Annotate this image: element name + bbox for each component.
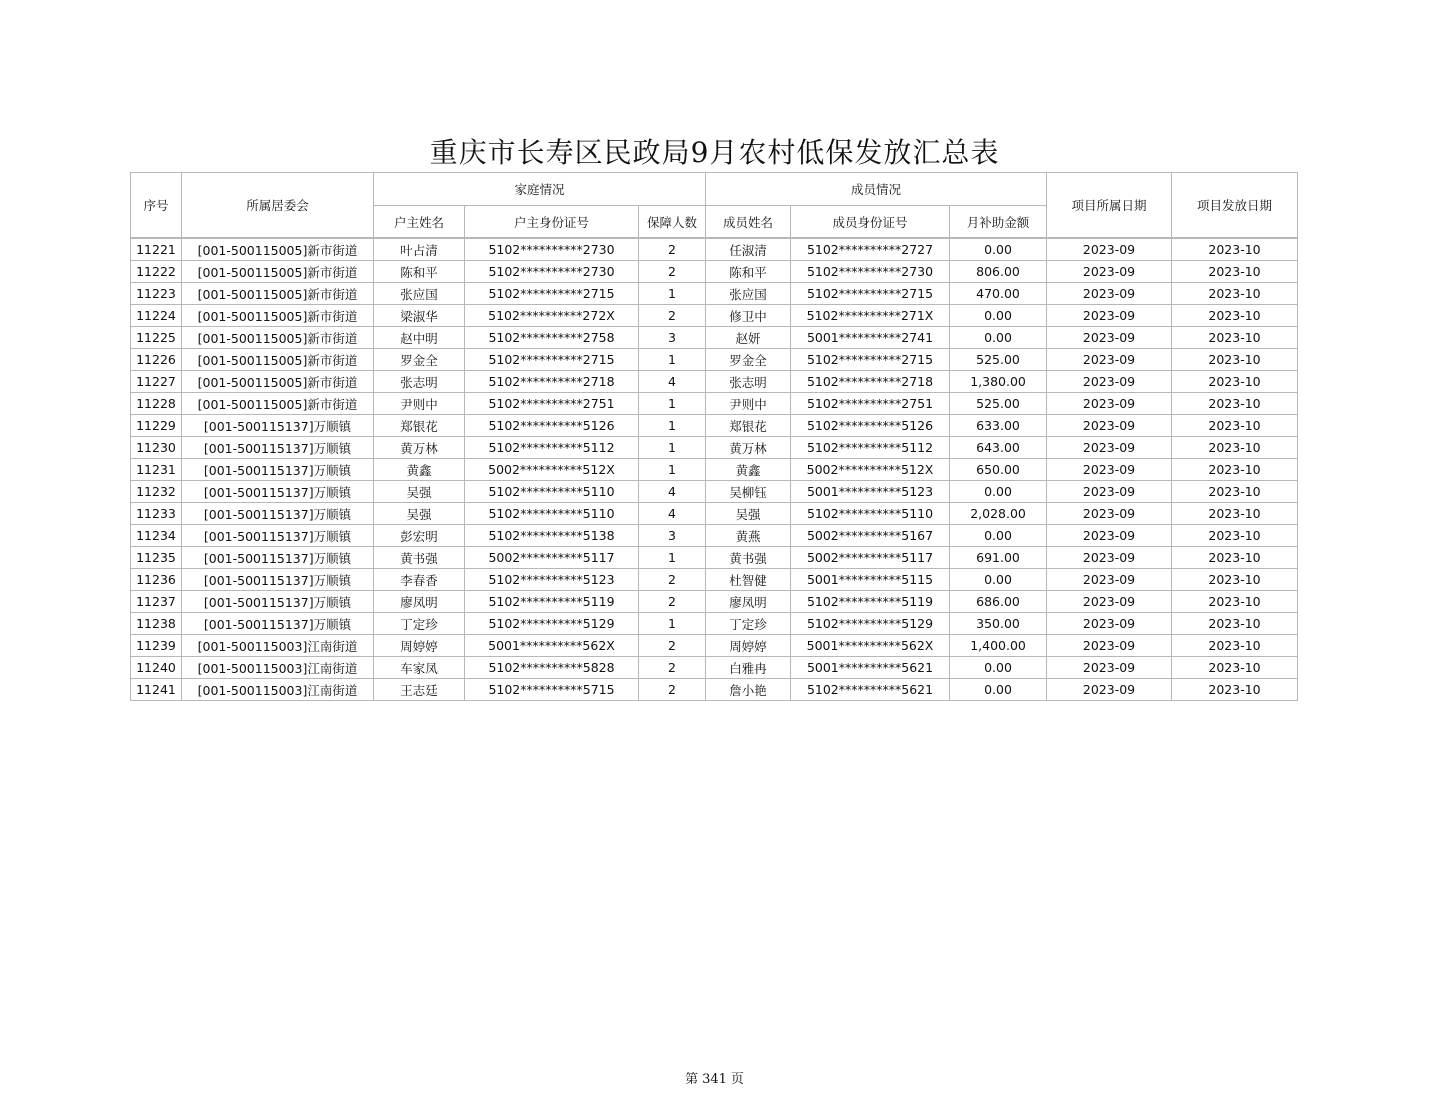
cell-covered: 4 [639, 371, 706, 393]
cell-member-id: 5102**********2715 [791, 283, 950, 305]
cell-belong-date: 2023-09 [1047, 437, 1172, 459]
cell-head-id: 5102**********5126 [465, 415, 639, 437]
cell-member-id: 5001**********5621 [791, 657, 950, 679]
cell-member-id: 5102**********2718 [791, 371, 950, 393]
cell-amount: 0.00 [950, 525, 1047, 547]
cell-member-name: 罗金全 [706, 349, 791, 371]
cell-seq: 11226 [131, 349, 182, 371]
col-header-committee: 所属居委会 [182, 173, 374, 239]
cell-seq: 11230 [131, 437, 182, 459]
cell-covered: 1 [639, 349, 706, 371]
cell-member-name: 尹则中 [706, 393, 791, 415]
cell-head-id: 5002**********512X [465, 459, 639, 481]
page-title: 重庆市长寿区民政局9月农村低保发放汇总表 [429, 136, 1000, 169]
cell-belong-date: 2023-09 [1047, 547, 1172, 569]
cell-seq: 11222 [131, 261, 182, 283]
table-row [131, 393, 1298, 415]
cell-member-id: 5102**********271X [791, 305, 950, 327]
cell-member-name: 黄燕 [706, 525, 791, 547]
col-header-amount: 月补助金额 [950, 206, 1047, 239]
cell-amount: 350.00 [950, 613, 1047, 635]
cell-committee: [001-500115137]万顺镇 [182, 547, 374, 569]
cell-seq: 11241 [131, 679, 182, 701]
cell-covered: 2 [639, 305, 706, 327]
footer-suffix: 页 [730, 1072, 744, 1087]
cell-head-id: 5102**********2730 [465, 238, 639, 261]
cell-issue-date: 2023-10 [1172, 503, 1298, 525]
table-row [131, 547, 1298, 569]
cell-belong-date: 2023-09 [1047, 371, 1172, 393]
cell-head-name: 黄书强 [374, 547, 465, 569]
cell-committee: [001-500115005]新市街道 [182, 283, 374, 305]
cell-seq: 11240 [131, 657, 182, 679]
cell-head-id: 5102**********2758 [465, 327, 639, 349]
cell-head-name: 廖凤明 [374, 591, 465, 613]
cell-covered: 1 [639, 437, 706, 459]
cell-head-name: 陈和平 [374, 261, 465, 283]
cell-member-id: 5102**********5129 [791, 613, 950, 635]
cell-head-name: 张应国 [374, 283, 465, 305]
cell-issue-date: 2023-10 [1172, 283, 1298, 305]
cell-issue-date: 2023-10 [1172, 459, 1298, 481]
cell-issue-date: 2023-10 [1172, 261, 1298, 283]
cell-seq: 11221 [131, 238, 182, 261]
cell-head-id: 5102**********5828 [465, 657, 639, 679]
cell-committee: [001-500115005]新市街道 [182, 327, 374, 349]
cell-covered: 3 [639, 327, 706, 349]
cell-issue-date: 2023-10 [1172, 238, 1298, 261]
cell-issue-date: 2023-10 [1172, 305, 1298, 327]
table-row [131, 305, 1298, 327]
cell-head-id: 5102**********5138 [465, 525, 639, 547]
cell-head-name: 郑银花 [374, 415, 465, 437]
table-row [131, 327, 1298, 349]
cell-covered: 1 [639, 613, 706, 635]
cell-seq: 11232 [131, 481, 182, 503]
cell-member-id: 5001**********2741 [791, 327, 950, 349]
table-row [131, 613, 1298, 635]
cell-committee: [001-500115137]万顺镇 [182, 437, 374, 459]
cell-amount: 0.00 [950, 569, 1047, 591]
cell-issue-date: 2023-10 [1172, 349, 1298, 371]
page-footer [0, 1068, 1429, 1087]
cell-head-id: 5002**********5117 [465, 547, 639, 569]
table-row [131, 283, 1298, 305]
cell-amount: 650.00 [950, 459, 1047, 481]
cell-head-name: 黄万林 [374, 437, 465, 459]
cell-head-name: 梁淑华 [374, 305, 465, 327]
table-row [131, 635, 1298, 657]
cell-committee: [001-500115137]万顺镇 [182, 613, 374, 635]
cell-covered: 1 [639, 283, 706, 305]
cell-belong-date: 2023-09 [1047, 613, 1172, 635]
cell-member-name: 周婷婷 [706, 635, 791, 657]
cell-belong-date: 2023-09 [1047, 238, 1172, 261]
cell-member-name: 张志明 [706, 371, 791, 393]
cell-committee: [001-500115005]新市街道 [182, 371, 374, 393]
cell-member-id: 5001**********562X [791, 635, 950, 657]
table-header [131, 173, 1298, 239]
cell-belong-date: 2023-09 [1047, 261, 1172, 283]
table-row [131, 503, 1298, 525]
cell-head-name: 李春香 [374, 569, 465, 591]
cell-issue-date: 2023-10 [1172, 415, 1298, 437]
cell-head-name: 吴强 [374, 481, 465, 503]
cell-committee: [001-500115005]新市街道 [182, 238, 374, 261]
cell-committee: [001-500115137]万顺镇 [182, 415, 374, 437]
cell-belong-date: 2023-09 [1047, 635, 1172, 657]
table-body [131, 238, 1298, 701]
cell-seq: 11238 [131, 613, 182, 635]
cell-belong-date: 2023-09 [1047, 415, 1172, 437]
cell-amount: 0.00 [950, 238, 1047, 261]
cell-committee: [001-500115137]万顺镇 [182, 503, 374, 525]
cell-member-id: 5102**********5621 [791, 679, 950, 701]
cell-head-name: 彭宏明 [374, 525, 465, 547]
cell-belong-date: 2023-09 [1047, 569, 1172, 591]
cell-issue-date: 2023-10 [1172, 569, 1298, 591]
table-row [131, 657, 1298, 679]
cell-committee: [001-500115005]新市街道 [182, 349, 374, 371]
cell-amount: 470.00 [950, 283, 1047, 305]
cell-head-name: 赵中明 [374, 327, 465, 349]
cell-covered: 1 [639, 459, 706, 481]
col-header-head-id: 户主身份证号 [465, 206, 639, 239]
cell-seq: 11231 [131, 459, 182, 481]
cell-amount: 0.00 [950, 481, 1047, 503]
cell-committee: [001-500115003]江南街道 [182, 657, 374, 679]
cell-head-id: 5102**********2715 [465, 283, 639, 305]
table-row [131, 459, 1298, 481]
cell-seq: 11223 [131, 283, 182, 305]
table-row [131, 481, 1298, 503]
cell-member-name: 白雅冉 [706, 657, 791, 679]
col-header-head-name: 户主姓名 [374, 206, 465, 239]
cell-member-id: 5102**********5110 [791, 503, 950, 525]
cell-head-id: 5102**********5123 [465, 569, 639, 591]
cell-head-id: 5102**********5119 [465, 591, 639, 613]
cell-seq: 11229 [131, 415, 182, 437]
cell-member-id: 5102**********5119 [791, 591, 950, 613]
cell-committee: [001-500115137]万顺镇 [182, 525, 374, 547]
cell-member-id: 5001**********5115 [791, 569, 950, 591]
cell-covered: 3 [639, 525, 706, 547]
cell-amount: 0.00 [950, 679, 1047, 701]
cell-amount: 691.00 [950, 547, 1047, 569]
table-row [131, 415, 1298, 437]
cell-issue-date: 2023-10 [1172, 393, 1298, 415]
cell-member-name: 郑银花 [706, 415, 791, 437]
cell-head-id: 5102**********272X [465, 305, 639, 327]
cell-member-id: 5102**********5112 [791, 437, 950, 459]
cell-member-name: 吴强 [706, 503, 791, 525]
cell-covered: 2 [639, 261, 706, 283]
cell-head-id: 5102**********5110 [465, 481, 639, 503]
cell-belong-date: 2023-09 [1047, 459, 1172, 481]
cell-issue-date: 2023-10 [1172, 437, 1298, 459]
cell-seq: 11237 [131, 591, 182, 613]
cell-head-name: 黄鑫 [374, 459, 465, 481]
cell-seq: 11233 [131, 503, 182, 525]
cell-member-name: 廖凤明 [706, 591, 791, 613]
cell-head-id: 5102**********5715 [465, 679, 639, 701]
cell-belong-date: 2023-09 [1047, 525, 1172, 547]
cell-covered: 1 [639, 547, 706, 569]
cell-member-name: 詹小艳 [706, 679, 791, 701]
cell-issue-date: 2023-10 [1172, 327, 1298, 349]
cell-committee: [001-500115137]万顺镇 [182, 591, 374, 613]
cell-committee: [001-500115003]江南街道 [182, 679, 374, 701]
cell-amount: 525.00 [950, 393, 1047, 415]
table-row [131, 371, 1298, 393]
cell-member-id: 5102**********2751 [791, 393, 950, 415]
cell-member-id: 5002**********5167 [791, 525, 950, 547]
cell-belong-date: 2023-09 [1047, 305, 1172, 327]
cell-seq: 11227 [131, 371, 182, 393]
cell-member-name: 陈和平 [706, 261, 791, 283]
footer-prefix: 第 [685, 1072, 699, 1087]
group-header-family: 家庭情况 [374, 173, 706, 206]
cell-member-id: 5102**********2727 [791, 238, 950, 261]
cell-committee: [001-500115137]万顺镇 [182, 569, 374, 591]
cell-issue-date: 2023-10 [1172, 547, 1298, 569]
cell-belong-date: 2023-09 [1047, 327, 1172, 349]
cell-committee: [001-500115137]万顺镇 [182, 459, 374, 481]
cell-head-id: 5102**********2730 [465, 261, 639, 283]
cell-member-name: 任淑清 [706, 238, 791, 261]
table-row [131, 349, 1298, 371]
cell-seq: 11228 [131, 393, 182, 415]
cell-belong-date: 2023-09 [1047, 283, 1172, 305]
cell-head-id: 5102**********5129 [465, 613, 639, 635]
cell-seq: 11236 [131, 569, 182, 591]
cell-head-name: 叶占清 [374, 238, 465, 261]
page-number: 341 [702, 1072, 727, 1087]
cell-issue-date: 2023-10 [1172, 371, 1298, 393]
cell-member-name: 赵妍 [706, 327, 791, 349]
col-header-covered: 保障人数 [639, 206, 706, 239]
cell-member-name: 丁定珍 [706, 613, 791, 635]
cell-covered: 1 [639, 393, 706, 415]
col-header-belong-date: 项目所属日期 [1047, 173, 1172, 239]
cell-covered: 2 [639, 679, 706, 701]
cell-issue-date: 2023-10 [1172, 657, 1298, 679]
cell-member-name: 吴柳钰 [706, 481, 791, 503]
cell-amount: 806.00 [950, 261, 1047, 283]
cell-head-name: 尹则中 [374, 393, 465, 415]
cell-covered: 2 [639, 591, 706, 613]
cell-member-id: 5102**********5126 [791, 415, 950, 437]
cell-member-name: 张应国 [706, 283, 791, 305]
cell-member-id: 5002**********5117 [791, 547, 950, 569]
cell-issue-date: 2023-10 [1172, 525, 1298, 547]
cell-covered: 1 [639, 415, 706, 437]
cell-member-id: 5102**********2715 [791, 349, 950, 371]
cell-head-name: 张志明 [374, 371, 465, 393]
cell-member-name: 修卫中 [706, 305, 791, 327]
cell-member-name: 黄万林 [706, 437, 791, 459]
cell-seq: 11234 [131, 525, 182, 547]
cell-issue-date: 2023-10 [1172, 635, 1298, 657]
cell-head-name: 车家凤 [374, 657, 465, 679]
col-header-member-id: 成员身份证号 [791, 206, 950, 239]
table-row [131, 261, 1298, 283]
cell-committee: [001-500115003]江南街道 [182, 635, 374, 657]
cell-covered: 2 [639, 657, 706, 679]
cell-amount: 686.00 [950, 591, 1047, 613]
cell-issue-date: 2023-10 [1172, 481, 1298, 503]
col-header-seq: 序号 [131, 173, 182, 239]
cell-head-id: 5102**********2718 [465, 371, 639, 393]
cell-covered: 2 [639, 635, 706, 657]
cell-issue-date: 2023-10 [1172, 679, 1298, 701]
cell-seq: 11235 [131, 547, 182, 569]
cell-amount: 0.00 [950, 327, 1047, 349]
cell-head-id: 5102**********2715 [465, 349, 639, 371]
cell-covered: 4 [639, 481, 706, 503]
cell-amount: 633.00 [950, 415, 1047, 437]
table-row [131, 569, 1298, 591]
cell-head-name: 王志廷 [374, 679, 465, 701]
cell-head-name: 罗金全 [374, 349, 465, 371]
cell-belong-date: 2023-09 [1047, 591, 1172, 613]
cell-covered: 2 [639, 238, 706, 261]
cell-issue-date: 2023-10 [1172, 613, 1298, 635]
cell-head-name: 丁定珍 [374, 613, 465, 635]
cell-amount: 1,400.00 [950, 635, 1047, 657]
table-row [131, 591, 1298, 613]
cell-member-id: 5001**********5123 [791, 481, 950, 503]
cell-member-id: 5002**********512X [791, 459, 950, 481]
cell-head-id: 5102**********5112 [465, 437, 639, 459]
cell-seq: 11225 [131, 327, 182, 349]
cell-amount: 0.00 [950, 657, 1047, 679]
cell-belong-date: 2023-09 [1047, 349, 1172, 371]
cell-covered: 4 [639, 503, 706, 525]
table-row [131, 679, 1298, 701]
col-header-member-name: 成员姓名 [706, 206, 791, 239]
cell-seq: 11224 [131, 305, 182, 327]
cell-belong-date: 2023-09 [1047, 481, 1172, 503]
table-row [131, 238, 1298, 261]
cell-head-id: 5102**********2751 [465, 393, 639, 415]
cell-member-name: 黄书强 [706, 547, 791, 569]
cell-member-name: 黄鑫 [706, 459, 791, 481]
cell-committee: [001-500115005]新市街道 [182, 305, 374, 327]
cell-belong-date: 2023-09 [1047, 393, 1172, 415]
cell-amount: 643.00 [950, 437, 1047, 459]
subsidy-table [130, 172, 1298, 701]
cell-committee: [001-500115005]新市街道 [182, 261, 374, 283]
cell-head-name: 周婷婷 [374, 635, 465, 657]
cell-member-name: 杜智健 [706, 569, 791, 591]
cell-belong-date: 2023-09 [1047, 503, 1172, 525]
table-row [131, 525, 1298, 547]
cell-issue-date: 2023-10 [1172, 591, 1298, 613]
cell-covered: 2 [639, 569, 706, 591]
cell-belong-date: 2023-09 [1047, 657, 1172, 679]
col-header-issue-date: 项目发放日期 [1172, 173, 1298, 239]
table-row [131, 437, 1298, 459]
cell-committee: [001-500115137]万顺镇 [182, 481, 374, 503]
cell-head-id: 5102**********5110 [465, 503, 639, 525]
cell-head-id: 5001**********562X [465, 635, 639, 657]
cell-amount: 525.00 [950, 349, 1047, 371]
group-header-member: 成员情况 [706, 173, 1047, 206]
cell-amount: 0.00 [950, 305, 1047, 327]
cell-member-id: 5102**********2730 [791, 261, 950, 283]
cell-seq: 11239 [131, 635, 182, 657]
cell-amount: 1,380.00 [950, 371, 1047, 393]
cell-committee: [001-500115005]新市街道 [182, 393, 374, 415]
cell-amount: 2,028.00 [950, 503, 1047, 525]
cell-belong-date: 2023-09 [1047, 679, 1172, 701]
cell-head-name: 吴强 [374, 503, 465, 525]
